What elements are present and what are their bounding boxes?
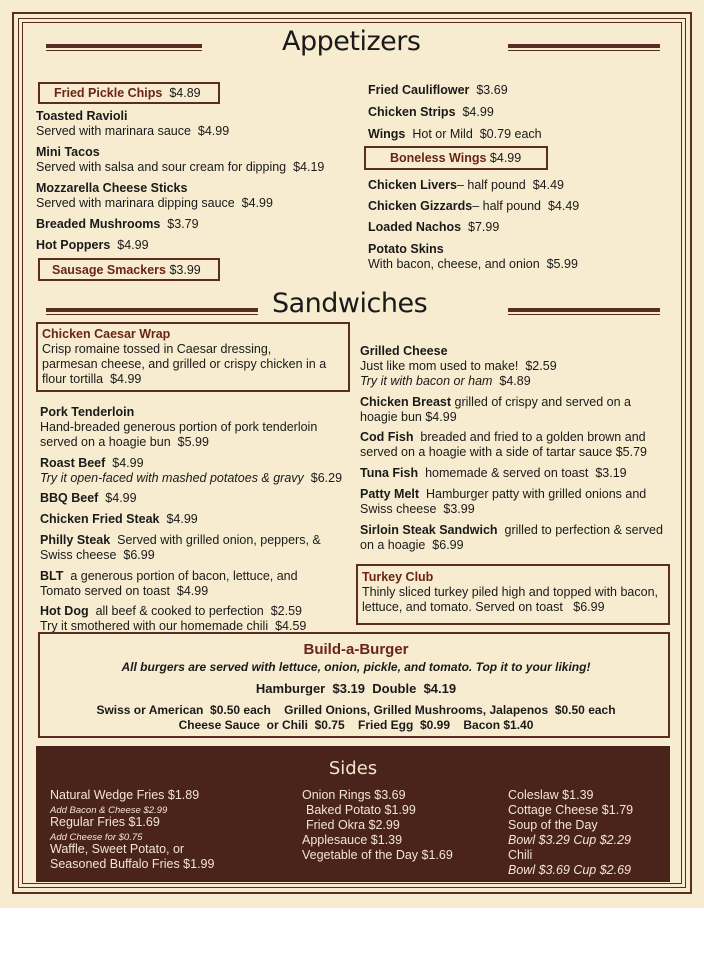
menu-item: Sausage Smackers $3.99 <box>52 263 201 277</box>
menu-item: Wings Hot or Mild $0.79 each <box>368 127 542 141</box>
item-description: served on a hoagie with a side of tartar sauce $5.79 <box>360 445 647 459</box>
item-description: Just like mom used to make! $2.59 <box>360 359 557 373</box>
item-description: Served with marinara dipping sauce $4.99 <box>36 196 273 210</box>
divider-bar <box>508 308 660 312</box>
sides-panel <box>36 746 670 882</box>
burger-toppings: Cheese Sauce or Chili $0.75 Fried Egg $0.99 Bacon $1.40 <box>178 718 534 732</box>
item-note: Try it open-faced with mashed potatoes & gravy $6.29 <box>40 471 343 485</box>
side-item: Seasoned Buffalo Fries $1.99 <box>50 857 215 871</box>
menu-item: Potato Skins <box>368 242 444 256</box>
side-item: Bowl $3.29 Cup $2.29 <box>508 833 632 847</box>
sandwiches-title: Sandwiches <box>272 288 428 319</box>
item-description: With bacon, cheese, and onion $5.99 <box>368 257 578 271</box>
divider-bar <box>508 44 660 48</box>
item-description: hoagie bun $4.99 <box>360 410 457 424</box>
menu-item: Chicken Strips $4.99 <box>368 105 494 119</box>
side-item: Natural Wedge Fries $1.89 <box>50 788 200 802</box>
side-item: Onion Rings $3.69 <box>302 788 406 802</box>
menu-item: Toasted Ravioli <box>36 109 128 123</box>
side-item: Waffle, Sweet Potato, or <box>50 842 185 856</box>
item-description: flour tortilla $4.99 <box>42 372 142 386</box>
side-item: Regular Fries $1.69 <box>50 815 160 829</box>
menu-item: Sirloin Steak Sandwich grilled to perfection & served <box>360 523 663 537</box>
menu-item: Mini Tacos <box>36 145 100 159</box>
menu-item: Loaded Nachos $7.99 <box>368 220 500 234</box>
item-description: Hand-breaded generous portion of pork tenderloin <box>40 420 318 434</box>
item-description: Tomato served on toast $4.99 <box>40 584 209 598</box>
side-item: Cottage Cheese $1.79 <box>508 803 634 817</box>
menu-item: Hot Dog all beef & cooked to perfection $2.59 <box>40 604 302 618</box>
menu-item: Boneless Wings $4.99 <box>390 151 522 165</box>
side-item: Vegetable of the Day $1.69 <box>302 848 453 862</box>
build-a-burger-title: Build-a-Burger <box>303 641 409 658</box>
burger-tagline: All burgers are served with lettuce, onion, pickle, and tomato. Top it to your liking! <box>121 660 591 674</box>
menu-item: Patty Melt Hamburger patty with grilled onions and <box>360 487 647 501</box>
item-description: Swiss cheese $3.99 <box>360 502 475 516</box>
side-item: Bowl $3.69 Cup $2.69 <box>508 863 632 877</box>
side-item: Chili <box>508 848 533 862</box>
menu-item: Chicken Breast grilled of crispy and served on a <box>360 395 631 409</box>
side-item: Fried Okra $2.99 <box>306 818 400 832</box>
menu-item: Grilled Cheese <box>360 344 448 358</box>
build-a-burger-box <box>38 632 670 738</box>
side-item: Add Bacon & Cheese $2.99 <box>50 805 168 816</box>
item-description: served on a hoagie bun $5.99 <box>40 435 209 449</box>
appetizers-title: Appetizers <box>282 26 421 57</box>
menu-item: Pork Tenderloin <box>40 405 135 419</box>
item-description: parmesan cheese, and grilled or crispy chicken in a <box>42 357 327 371</box>
menu-item: Chicken Fried Steak $4.99 <box>40 512 198 526</box>
side-item: Add Cheese for $0.75 <box>50 832 143 843</box>
item-note: Try it with bacon or ham $4.89 <box>360 374 531 388</box>
menu-item: Breaded Mushrooms $3.79 <box>36 217 199 231</box>
menu-item: Chicken Gizzards– half pound $4.49 <box>368 199 580 213</box>
item-description: Crisp romaine tossed in Caesar dressing, <box>42 342 272 356</box>
item-description: Served with salsa and sour cream for dipping $4.19 <box>36 160 325 174</box>
menu-item: Tuna Fish homemade & served on toast $3.19 <box>360 466 627 480</box>
item-description: Swiss cheese $6.99 <box>40 548 155 562</box>
menu-item: Fried Cauliflower $3.69 <box>368 83 508 97</box>
menu-item: BBQ Beef $4.99 <box>40 491 137 505</box>
menu-item: Chicken Livers– half pound $4.49 <box>368 178 564 192</box>
menu-item: Philly Steak Served with grilled onion, peppers, & <box>40 533 321 547</box>
side-item: Coleslaw $1.39 <box>508 788 594 802</box>
item-description: Served with marinara sauce $4.99 <box>36 124 230 138</box>
item-description: Try it smothered with our homemade chili $4.59 <box>40 619 307 633</box>
menu-item: Cod Fish breaded and fried to a golden brown and <box>360 430 646 444</box>
menu-item: BLT a generous portion of bacon, lettuce, and <box>40 569 298 583</box>
side-item: Baked Potato $1.99 <box>306 803 416 817</box>
divider-bar <box>46 308 258 312</box>
menu-item: Chicken Caesar Wrap <box>42 327 171 341</box>
side-item: Soup of the Day <box>508 818 598 832</box>
menu-item: Hot Poppers $4.99 <box>36 238 149 252</box>
item-description: Thinly sliced turkey piled high and topped with bacon, <box>362 585 659 599</box>
item-description: on a hoagie $6.99 <box>360 538 464 552</box>
menu-item: Mozzarella Cheese Sticks <box>36 181 188 195</box>
sides-title: Sides <box>328 758 378 779</box>
divider-bar <box>46 44 202 48</box>
burger-prices: Hamburger $3.19 Double $4.19 <box>255 681 457 696</box>
menu-item: Fried Pickle Chips $4.89 <box>54 86 201 100</box>
item-description: lettuce, and tomato. Served on toast $6.99 <box>362 600 605 614</box>
burger-toppings: Swiss or American $0.50 each Grilled Onions, Grilled Mushrooms, Jalapenos $0.50 each <box>96 703 616 717</box>
side-item: Applesauce $1.39 <box>302 833 403 847</box>
menu-item: Turkey Club <box>362 570 434 584</box>
menu-item: Roast Beef $4.99 <box>40 456 144 470</box>
